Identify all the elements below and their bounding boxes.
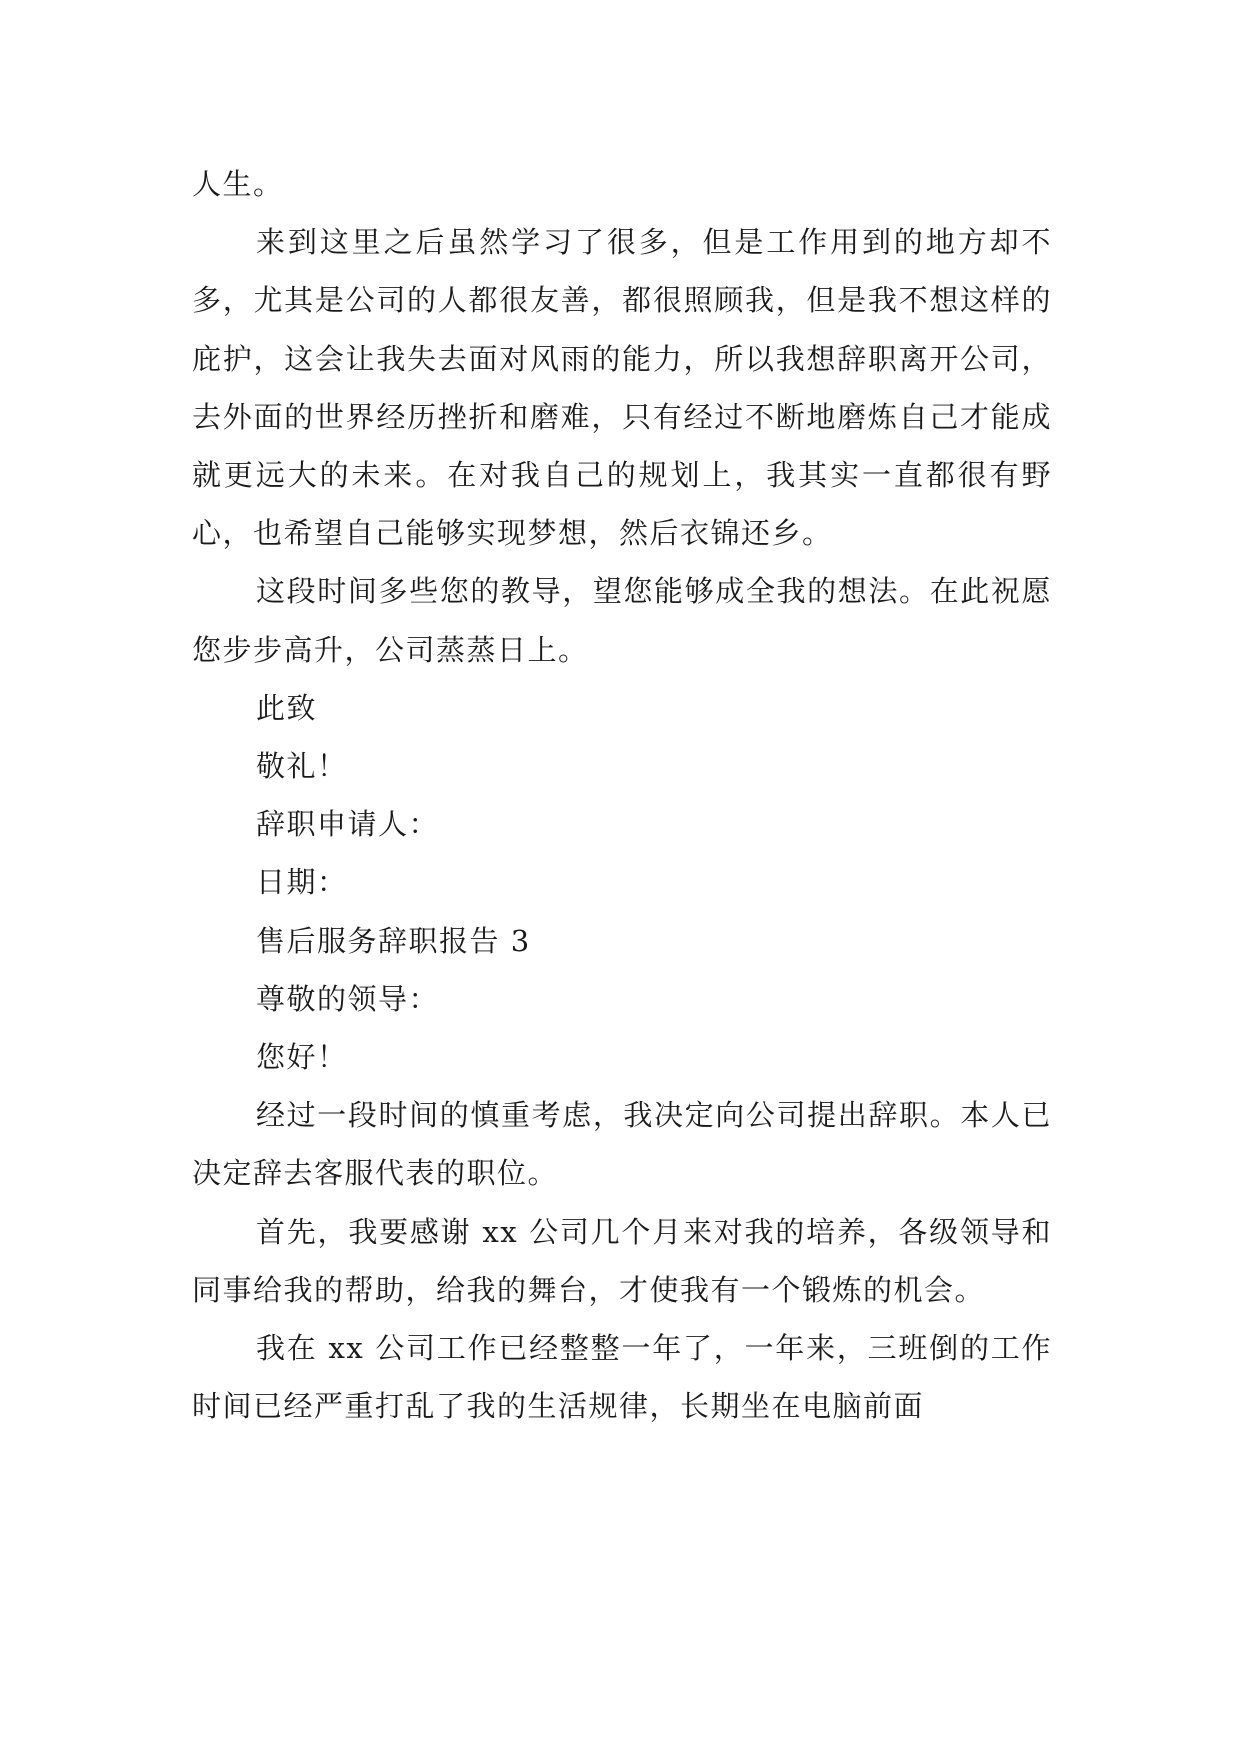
paragraph-wishes: 这段时间多些您的教导，望您能够成全我的想法。在此祝愿您步步高升，公司蒸蒸日上。 xyxy=(192,574,1052,667)
greeting-hello: 您好！ xyxy=(256,1040,348,1075)
paragraph-decision: 经过一段时间的慎重考虑，我决定向公司提出辞职。本人已决定辞去客服代表的职位。 xyxy=(192,1098,1052,1191)
closing-salutation: 此致 xyxy=(256,690,318,725)
closing-regards: 敬礼！ xyxy=(256,749,348,784)
paragraph-thanks: 首先，我要感谢 xx 公司几个月来对我的培养，各级领导和同事给我的帮助，给我的舞台，才使我有一个锻炼的机会。 xyxy=(192,1214,1052,1307)
paragraph-reason: 来到这里之后虽然学习了很多，但是工作用到的地方却不多，尤其是公司的人都很友善，都很照顾我，但是我不想这样的庇护，这会让我失去面对风雨的能力，所以我想辞职离开公司，去外面的世界经历挫折和磨难，只有经过不断地磨炼自己才能成就更远大的未来。在对我自己的规划上，我其实一直都很有野心，也希望自己能够实现梦想，然后衣锦还乡。 xyxy=(192,225,1052,551)
document-body xyxy=(192,155,1052,1435)
applicant-label: 辞职申请人： xyxy=(256,807,440,842)
paragraph-continuation: 人生。 xyxy=(192,167,284,201)
paragraph-work-history: 我在 xx 公司工作已经整整一年了，一年来，三班倒的工作时间已经严重打乱了我的生活规律，长期坐在电脑前面 xyxy=(192,1331,1052,1424)
report-title: 售后服务辞职报告 3 xyxy=(256,923,531,958)
greeting-addressee: 尊敬的领导： xyxy=(256,981,440,1016)
date-label: 日期： xyxy=(256,865,348,900)
